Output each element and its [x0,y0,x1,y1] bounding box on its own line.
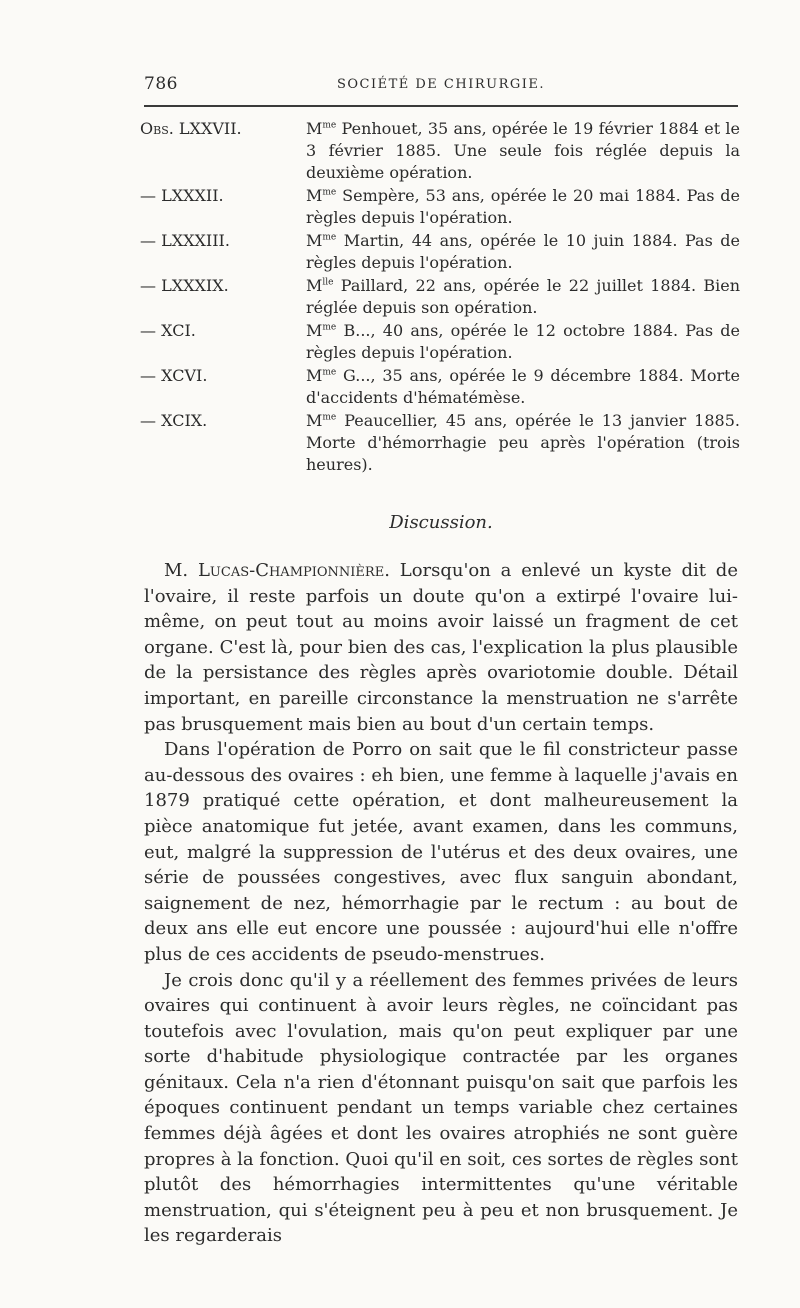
page-number: 786 [144,74,178,94]
observation-entry [140,275,740,319]
observation-label: Obs. LXXVII. [140,119,242,138]
observation-label: — LXXXII. [140,186,224,205]
paragraph: Dans l'opération de Porro on sait que le fil constricteur passe au-dessous des ovaires : eh bien, une femme à laquelle j'avais en 1879 pratiqué cette opération, et dont malheureusement la pièce anatomique fut jetée, avant examen, dans les communs, eut, malgré la suppression de l'utérus et des deux ovaires, une série de poussées congestives, avec flux sanguin abondant, saignement de nez, hémorrhagie par le rectum : au bout de deux ans elle eut encore une poussée : aujourd'hui elle n'offre plus de ces accidents de pseudo-menstrues. [144,739,738,965]
observation-text: $M^{me}$ Peaucellier, 45 ans, opérée le 13 janvier 1885. Morte d'hémorrhagie peu après l'opération (trois heures). [306,411,740,474]
observation-text: $M^{me}$ Sempère, 53 ans, opérée le 20 mai 1884. Pas de règles depuis l'opération. [306,186,740,227]
page-header [144,74,738,98]
observation-label: — XCVI. [140,366,208,385]
observation-label: — LXXXIX. [140,276,229,295]
observation-text: $M^{me}$ B..., 40 ans, opérée le 12 octobre 1884. Pas de règles depuis l'opération. [306,321,741,362]
observation-entry [140,410,740,476]
paragraph: M. Lucas-Championnière. Lorsqu'on a enlevé un kyste dit de l'ovaire, il reste parfois un doute qu'on a extirpé l'ovaire lui-même, on peut tout au moins avoir laissé un fragment de cet organe. C'est là, pour bien des cas, l'explication la plus plausible de la persistance des règles après ovariotomie double. Détail important, en pareille circonstance la menstruation ne s'arrête pas brusquement mais bien au bout d'un certain temps. [144,560,738,735]
observation-text: $M^{me}$ G..., 35 ans, opérée le 9 décembre 1884. Morte d'accidents d'hématémèse. [306,366,740,407]
paragraph: Je crois donc qu'il y a réellement des femmes privées de leurs ovaires qui continuent à avoir leurs règles, ne coïncidant pas toutefois avec l'ovulation, mais qu'on peut expliquer par une sorte d'habitude physiologique contractée par les organes génitaux. Cela n'a rien d'étonnant puisqu'on sait que parfois les époques continuent pendant un temps variable chez certaines femmes déjà âgées et dont les ovaires atrophiés ne sont guère propres à la fonction. Quoi qu'il en soit, ces sortes de règles sont plutôt des hémorrhagies intermittentes qu'une véritable menstruation, qui s'éteignent peu à peu et non brusquement. Je les regarderais [144,969,738,1247]
observation-label: — XCI. [140,321,196,340]
observation-entry [140,365,740,409]
section-title: Discussion. [389,512,493,533]
observation-text: $M^{me}$ Penhouet, 35 ans, opérée le 19 février 1884 et le 3 février 1885. Une seule fois réglée depuis la deuxième opération. [306,119,740,182]
running-title: SOCIÉTÉ DE CHIRURGIE. [336,77,546,92]
observation-label: — LXXXIII. [140,231,230,250]
discussion-body [144,558,738,1249]
observation-list [140,118,740,477]
speaker-name: M. Lucas-Championnière. [164,560,390,581]
observation-text: $M^{me}$ Martin, 44 ans, opérée le 10 juin 1884. Pas de règles depuis l'opération. [306,231,740,272]
observation-entry [140,230,740,274]
header-rule [144,105,738,107]
observation-entry [140,320,740,364]
observation-label: — XCIX. [140,411,208,430]
observation-text: $M^{lle}$ Paillard, 22 ans, opérée le 22 juillet 1884. Bien réglée depuis son opération. [306,276,741,317]
observation-entry [140,185,740,229]
observation-entry [140,118,740,184]
